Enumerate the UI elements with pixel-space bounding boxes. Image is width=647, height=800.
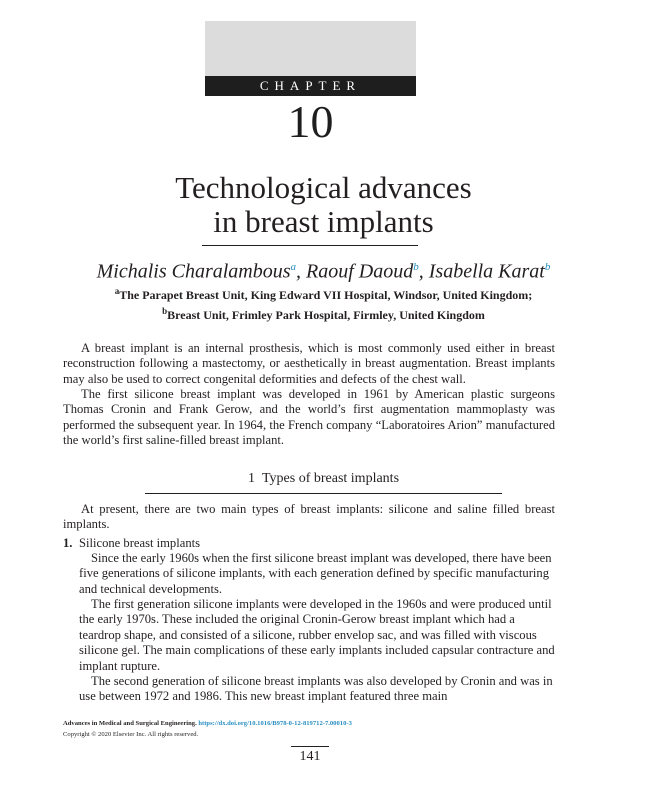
section-number: 1 [247, 471, 255, 486]
section-title: Types of breast implants [261, 471, 400, 486]
section-intro-paragraph: At present, there are two main types of breast implants: silicone and saline filled breast implants. [63, 502, 555, 532]
chapter-label: CHAPTER [205, 76, 416, 96]
list-item-number: 1. [63, 536, 73, 550]
author-affiliation-mark: a [290, 261, 297, 273]
author-name: Isabella Karat [428, 260, 545, 283]
affiliation-mark: b [162, 306, 168, 316]
page-number: 141 [299, 749, 321, 764]
journal-name: Advances in Medical and Surgical Engineering. [63, 720, 197, 727]
author-list [40, 255, 607, 284]
section-heading [145, 467, 502, 491]
chapter-number: 10 [287, 96, 334, 147]
author-affiliation-mark: b [413, 261, 419, 273]
author-separator: , [418, 260, 429, 283]
chapter-banner [205, 21, 416, 96]
intro-paragraph: The first silicone breast implant was developed in 1961 by American plastic surgeons Thomas Cronin and Frank Gerow, and the world’s first augmentation mammoplasty was performed the subsequent year. In 1964, the French company “Laboratoires Arion” manufactured the world’s first saline-filled breast implant. [63, 387, 555, 448]
chapter-banner-shade [205, 21, 416, 76]
author-affiliation-mark: b [544, 261, 551, 273]
title-underline [202, 245, 418, 246]
list-paragraph: The first generation silicone implants were developed in the 1960s and were produced until the early 1970s. These included the original Cronin-Gerow breast implant which had a teardrop shape, and consisted of a silicone, rubber envelop sac, and was filled with viscous silicone gel. The main complications of these early implants included capsular contracture and implant rupture. [79, 597, 555, 673]
section-heading-underline [145, 493, 502, 494]
copyright-notice: Copyright © 2020 Elsevier Inc. All rights reserved. [63, 731, 199, 738]
affiliation-line [40, 303, 607, 323]
author-separator: , [296, 260, 307, 283]
chapter-title [60, 171, 587, 239]
affiliation-text: Breast Unit, Frimley Park Hospital, Firmley, United Kingdom [167, 308, 485, 322]
chapter-title-line-2: in breast implants [213, 204, 434, 239]
affiliation-line [40, 283, 607, 303]
affiliation-text: The Parapet Breast Unit, King Edward VII Hospital, Windsor, United Kingdom; [119, 288, 533, 302]
affiliation-mark: a [114, 286, 120, 296]
chapter-title-line-1: Technological advances [175, 170, 472, 205]
list-item-title: Silicone breast implants [79, 536, 201, 550]
list-paragraph: Since the early 1960s when the first silicone breast implant was developed, there have been five generations of silicone implants, with each generation defined by specific manufacturing and technical developments. [79, 551, 552, 596]
author-name: Raouf Daoud [306, 260, 414, 283]
affiliations [40, 283, 607, 323]
intro-paragraph: A breast implant is an internal prosthesis, which is most commonly used either in breast reconstruction following a mastectomy, or aesthetically in breast augmentation. Breast implants may also be used to correct congenital deformities and defects of the chest wall. [63, 341, 555, 386]
doi-link[interactable]: https://dx.doi.org/10.1016/B978-0-12-819712-7.00010-3 [198, 720, 352, 727]
footer-citation [63, 719, 352, 728]
author-name: Michalis Charalambous [96, 260, 291, 283]
list-paragraph: The second generation of silicone breast implants was also developed by Cronin and was in use between 1972 and 1986. This new breast implant featured three main [79, 674, 553, 704]
page-number-rule [291, 746, 329, 747]
